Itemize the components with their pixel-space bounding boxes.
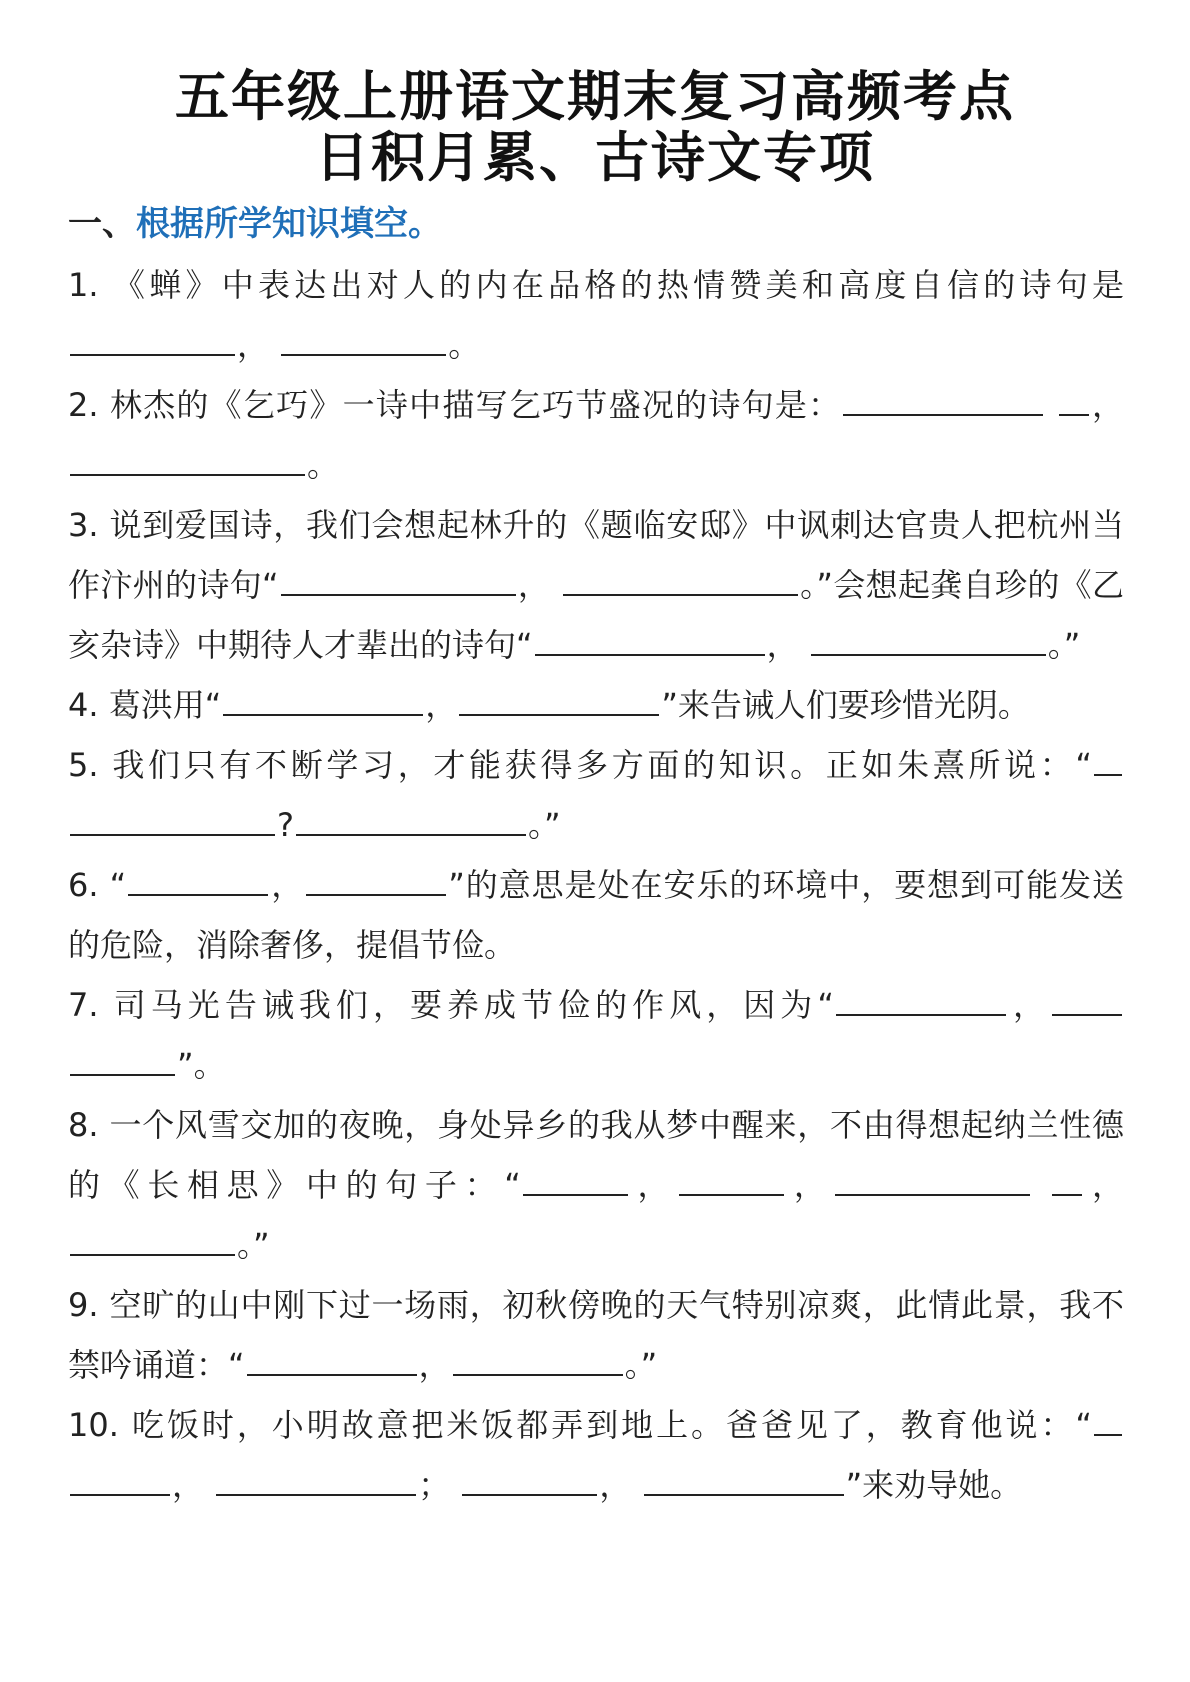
question-10 bbox=[68, 1395, 1124, 1515]
question-7 bbox=[68, 975, 1124, 1095]
punctuation: ， bbox=[172, 1466, 205, 1504]
answer-blank[interactable] bbox=[128, 864, 268, 896]
answer-blank[interactable] bbox=[535, 624, 765, 656]
answer-blank[interactable] bbox=[1059, 384, 1089, 416]
punctuation: ， bbox=[425, 686, 458, 724]
punctuation: 。” bbox=[624, 1346, 658, 1384]
punctuation: ， bbox=[418, 1346, 451, 1384]
punctuation: ， bbox=[599, 1466, 632, 1504]
punctuation: 。” bbox=[527, 806, 561, 844]
question-5-text: 5. 我们只有不断学习，才能获得多方面的知识。正如朱熹所说：“ bbox=[68, 746, 1092, 784]
question-3-text-b: 。”会想起龚自珍的《乙亥杂诗》中期待人才辈出的诗句“ bbox=[68, 566, 1124, 664]
answer-blank[interactable] bbox=[70, 804, 275, 836]
question-4-end: ”来告诫人们要珍惜光阴。 bbox=[661, 686, 1030, 724]
question-7-text: 7. 司马光告诫我们，要养成节俭的作风，因为“ bbox=[68, 986, 834, 1024]
answer-blank[interactable] bbox=[247, 1344, 417, 1376]
answer-blank[interactable] bbox=[679, 1164, 784, 1196]
punctuation: ”。 bbox=[177, 1046, 226, 1084]
answer-blank[interactable] bbox=[1052, 1164, 1082, 1196]
section-number: 一、 bbox=[68, 204, 136, 244]
question-6-text-b: ”的意思是处在安乐的环境中，要想到可能发送的危险，消除奢侈，提倡节俭。 bbox=[68, 866, 1124, 964]
punctuation: ? bbox=[277, 806, 294, 844]
question-10-text: 10. 吃饭时，小明故意把米饭都弄到地上。爸爸见了，教育他说：“ bbox=[68, 1406, 1092, 1444]
question-9-text: 9. 空旷的山中刚下过一场雨，初秋傍晚的天气特别凉爽，此情此景，我不禁吟诵道：“ bbox=[68, 1286, 1124, 1384]
question-1 bbox=[68, 255, 1124, 375]
answer-blank[interactable] bbox=[563, 564, 798, 596]
answer-blank[interactable] bbox=[1094, 744, 1122, 776]
answer-blank[interactable] bbox=[843, 384, 1043, 416]
punctuation: 。” bbox=[237, 1226, 270, 1264]
answer-blank[interactable] bbox=[462, 1464, 597, 1496]
question-9 bbox=[68, 1275, 1124, 1395]
answer-blank[interactable] bbox=[1052, 984, 1122, 1016]
answer-blank[interactable] bbox=[281, 324, 446, 356]
punctuation: ， bbox=[237, 326, 270, 364]
punctuation: ， bbox=[270, 866, 305, 904]
answer-blank[interactable] bbox=[523, 1164, 628, 1196]
question-4-text: 4. 葛洪用“ bbox=[68, 686, 222, 724]
section-text: 根据所学知识填空。 bbox=[136, 204, 442, 244]
title-line-1: 五年级上册语文期末复习高频考点 bbox=[175, 65, 1015, 128]
answer-blank[interactable] bbox=[216, 1464, 416, 1496]
title-line-2: 日积月累、古诗文专项 bbox=[315, 126, 875, 189]
punctuation: ， bbox=[786, 1166, 834, 1204]
answer-blank[interactable] bbox=[459, 684, 659, 716]
answer-blank[interactable] bbox=[835, 1164, 1030, 1196]
question-10-end: ”来劝导她。 bbox=[845, 1466, 1023, 1504]
punctuation: ， bbox=[517, 566, 551, 604]
question-6 bbox=[68, 855, 1124, 975]
answer-blank[interactable] bbox=[70, 324, 235, 356]
punctuation: 。” bbox=[1047, 626, 1081, 664]
question-5 bbox=[68, 735, 1124, 855]
answer-blank[interactable] bbox=[70, 444, 305, 476]
question-3 bbox=[68, 495, 1124, 675]
answer-blank[interactable] bbox=[644, 1464, 844, 1496]
punctuation: 。 bbox=[448, 326, 481, 364]
question-8-text: 8. 一个风雪交加的夜晚，身处异乡的我从梦中醒来，不由得想起纳兰性德的《长相思》中的句子：“ bbox=[68, 1106, 1124, 1204]
answer-blank[interactable] bbox=[811, 624, 1046, 656]
answer-blank[interactable] bbox=[70, 1224, 235, 1256]
question-list bbox=[68, 255, 1124, 1515]
question-3-text-a: 3. 说到爱国诗，我们会想起林升的《题临安邸》中讽刺达官贵人把杭州当作汴州的诗句“ bbox=[68, 506, 1124, 604]
answer-blank[interactable] bbox=[1094, 1404, 1122, 1436]
section-heading bbox=[68, 202, 442, 246]
answer-blank[interactable] bbox=[70, 1044, 175, 1076]
answer-blank[interactable] bbox=[70, 1464, 170, 1496]
question-1-text: 1. 《蝉》中表达出对人的内在品格的热情赞美和高度自信的诗句是 bbox=[68, 266, 1124, 304]
question-2 bbox=[68, 375, 1124, 495]
question-2-text: 2. 林杰的《乞巧》一诗中描写乞巧节盛况的诗句是： bbox=[68, 386, 842, 424]
answer-blank[interactable] bbox=[223, 684, 423, 716]
question-8 bbox=[68, 1095, 1124, 1275]
punctuation: ， bbox=[766, 626, 799, 664]
question-4 bbox=[68, 675, 1124, 735]
punctuation: ， bbox=[1007, 986, 1050, 1024]
answer-blank[interactable] bbox=[281, 564, 516, 596]
punctuation: ， bbox=[629, 1166, 678, 1204]
punctuation: ； bbox=[418, 1466, 451, 1504]
punctuation: ， bbox=[1090, 386, 1124, 424]
answer-blank[interactable] bbox=[306, 864, 446, 896]
answer-blank[interactable] bbox=[836, 984, 1006, 1016]
answer-blank[interactable] bbox=[453, 1344, 623, 1376]
punctuation: 。 bbox=[307, 446, 340, 484]
answer-blank[interactable] bbox=[296, 804, 526, 836]
question-6-text-a: 6. “ bbox=[68, 866, 127, 904]
punctuation: ， bbox=[1084, 1166, 1124, 1204]
